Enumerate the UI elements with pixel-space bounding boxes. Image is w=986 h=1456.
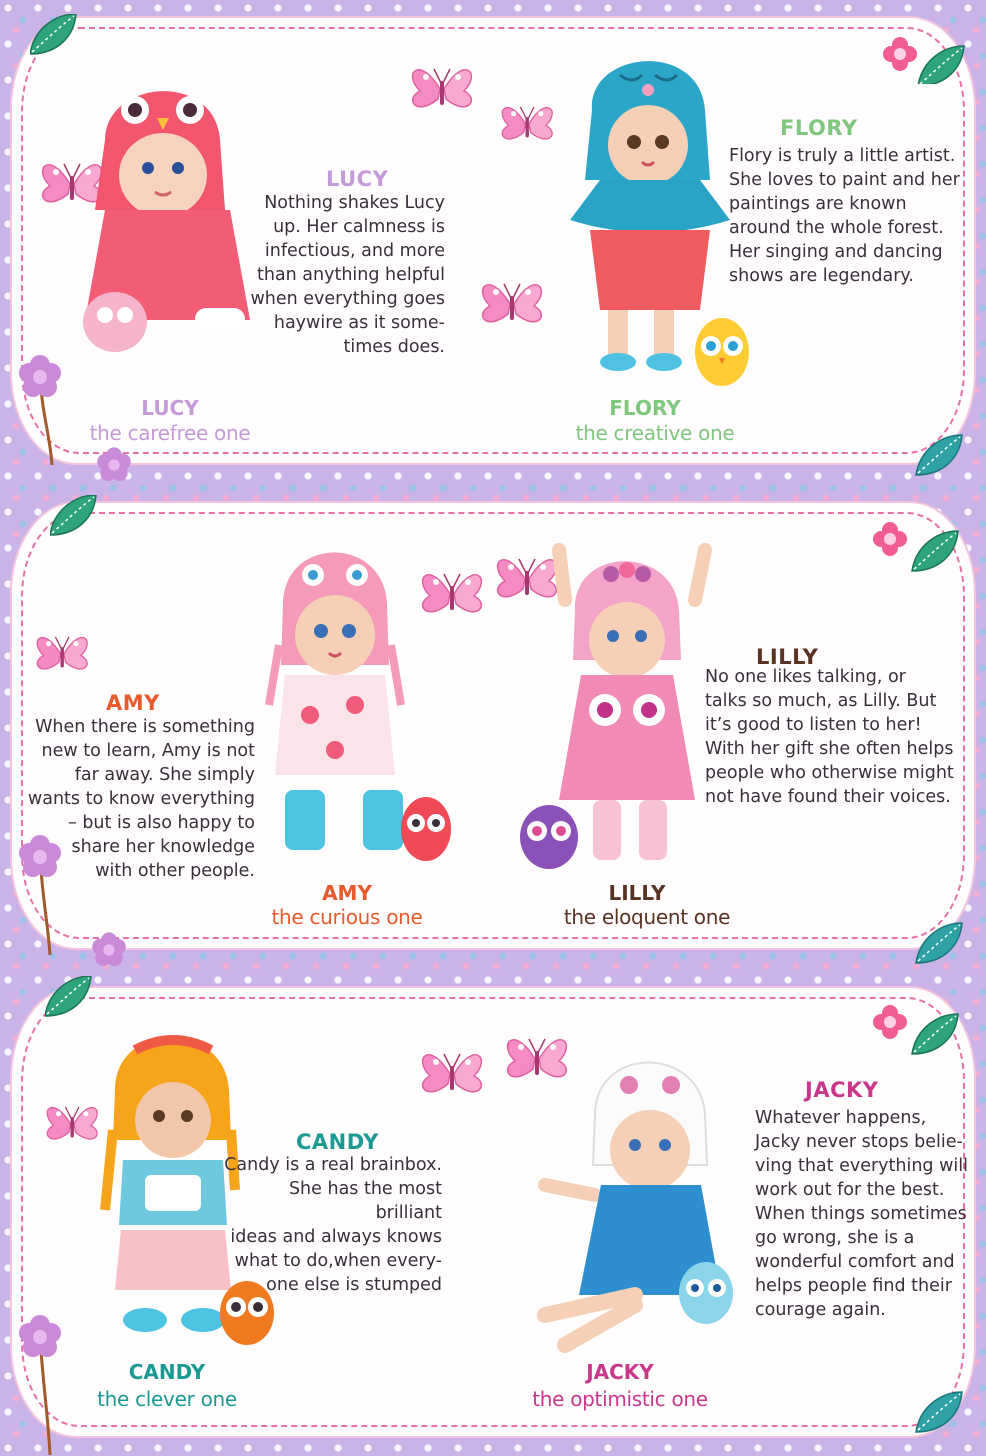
yellow-owl-figure [692,312,752,388]
panel-amy-lilly [0,485,986,970]
butterfly-icon [420,560,490,630]
purple-flower-icon [10,1315,70,1455]
purple-owl-figure [517,799,581,871]
purple-flower-icon [10,355,70,465]
flory-description: Flory is truly a little artist. She loves to paint and her paintings are known around the whole forest. Her singing and dancing shows are legendary. [729,146,960,286]
flory-title: FLORY [780,116,858,140]
lucy-title: LUCY [326,167,389,191]
leaf-icon [900,1370,980,1440]
leaf-icon [900,905,980,970]
amy-caption-name: AMY [322,881,372,905]
lucy-description: Nothing shakes Lucy up. Her calmness is infectious, and more than anything helpful when everything goes haywire as it some- times does. [250,193,445,357]
purple-flower-icon [90,445,140,485]
leaf-icon [900,415,980,485]
leaf-icon [50,495,110,545]
pink-flower-icon [868,986,968,1056]
lilly-title: LILLY [756,645,819,669]
lilly-caption-name: LILLY [608,881,666,905]
amy-title: AMY [106,691,160,715]
lilly-description: No one likes talking, or talks so much, as Lilly. But it’s good to listen to her! With her gift she often helps people who otherwise might not have found their voices. [705,667,954,807]
butterfly-icon [480,270,550,340]
jacky-caption-name: JACKY [586,1360,654,1384]
jacky-title: JACKY [805,1078,879,1102]
red-owl-figure [398,791,454,863]
candy-description: Candy is a real brainbox. She has the most brilliant ideas and always knows what to do,when every- one else is stumped [224,1155,442,1295]
blue-owl-figure [676,1256,736,1326]
pink-flower-icon [878,24,968,84]
candy-caption-name: CANDY [128,1360,206,1384]
flory-caption-subtitle: the creative one [575,421,735,445]
leaf-icon [30,14,90,64]
butterfly-icon [500,95,560,155]
jacky-description: Whatever happens, Jacky never stops belie- ving that everything will work out for the best. When things sometimes go wrong, she is a wonderful comfort and helps people find their courage again. [755,1108,968,1320]
lucy-caption-subtitle: the carefree one [89,421,251,445]
amy-caption-subtitle: the curious one [271,905,423,929]
purple-flower-icon [85,930,135,970]
butterfly-icon [410,55,480,125]
pink-flower-icon [868,503,968,573]
lucy-caption-name: LUCY [141,396,199,420]
butterfly-icon [35,625,95,685]
amy-doll-image [255,535,415,875]
leaf-icon [45,976,105,1026]
butterfly-icon [420,1040,490,1110]
panel-candy-jacky [0,970,986,1456]
candy-title: CANDY [296,1130,379,1154]
candy-caption-subtitle: the clever one [97,1387,237,1411]
flory-caption-name: FLORY [609,396,681,420]
lilly-caption-subtitle: the eloquent one [563,905,731,929]
jacky-caption-subtitle: the optimistic one [532,1387,708,1411]
amy-description: When there is something new to learn, Amy is not far away. She simply wants to know everything – but is also happy to share her knowledge with other people. [27,717,255,881]
panel-lucy-flory [0,0,986,485]
